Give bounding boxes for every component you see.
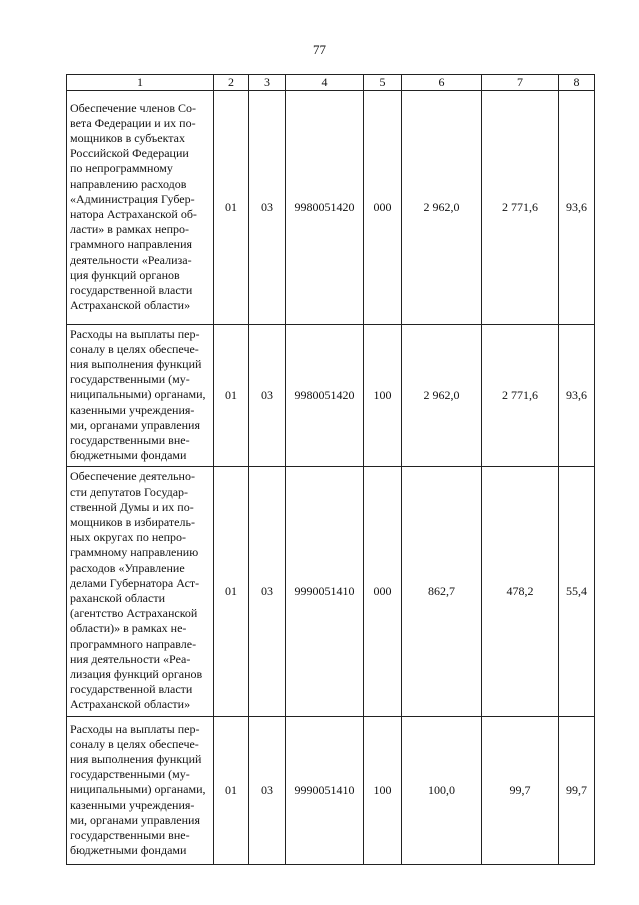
planned-amount: 100,0 xyxy=(402,717,482,865)
description-line: области)» в рамках не- xyxy=(70,621,187,636)
description-line: Обеспечение деятельно- xyxy=(70,469,195,484)
target-article-code: 9980051420 xyxy=(286,91,364,325)
description-line: программного направле- xyxy=(70,636,197,651)
description-line: Астраханской области» xyxy=(70,697,191,712)
description-line: государственными (му- xyxy=(70,372,190,387)
description-line: соналу в целях обеспече- xyxy=(70,736,199,751)
description-line: ция функций органов xyxy=(70,267,180,282)
table-body xyxy=(67,91,595,865)
description-line: ниципальными) органами, xyxy=(70,387,206,402)
row-description xyxy=(67,717,214,865)
header-row xyxy=(67,75,595,91)
description-line: ственной Думы и их по- xyxy=(70,499,194,514)
description-line: Российской Федерации xyxy=(70,146,189,161)
description-line: ласти» в рамках непро- xyxy=(70,222,190,237)
table-row xyxy=(67,467,595,717)
description-line: мощников в избиратель- xyxy=(70,514,195,529)
row-description xyxy=(67,325,214,467)
description-line: казенными учреждения- xyxy=(70,797,195,812)
description-line: деятельности «Реализа- xyxy=(70,252,192,267)
description-line: граммного направления xyxy=(70,237,193,252)
column-header-6: 6 xyxy=(402,75,482,91)
description-line: государственными вне- xyxy=(70,828,190,842)
expense-type-code: 000 xyxy=(364,467,402,717)
target-article-code: 9990051410 xyxy=(286,717,364,865)
description-line: ния деятельности «Реа- xyxy=(70,651,191,666)
subsection-code: 03 xyxy=(249,467,286,717)
subsection-code: 03 xyxy=(249,325,286,467)
execution-percent: 93,6 xyxy=(559,325,595,467)
page-number: 77 xyxy=(313,42,326,57)
description-line: лизация функций органов xyxy=(70,667,203,682)
description-line: соналу в целях обеспече- xyxy=(70,341,199,356)
description-line: направлению расходов xyxy=(70,176,187,191)
planned-amount: 862,7 xyxy=(402,467,482,717)
executed-amount: 478,2 xyxy=(482,467,559,717)
budget-table xyxy=(66,74,595,865)
section-code: 01 xyxy=(214,325,249,467)
expense-type-code: 000 xyxy=(364,91,402,325)
description-line: ми, органами управления xyxy=(70,812,200,827)
execution-percent: 93,6 xyxy=(559,91,595,325)
description-line: Обеспечение членов Со- xyxy=(70,100,196,115)
table-row xyxy=(67,717,595,865)
description-line: ми, органами управления xyxy=(70,417,200,432)
subsection-code: 03 xyxy=(249,717,286,865)
description-line: Расходы на выплаты пер- xyxy=(70,326,200,341)
description-line: государственными (му- xyxy=(70,767,190,782)
description-line: натора Астраханской об- xyxy=(70,207,197,221)
expense-type-code: 100 xyxy=(364,717,402,865)
executed-amount: 2 771,6 xyxy=(482,91,559,325)
description-line: бюджетными фондами xyxy=(70,843,187,858)
executed-amount: 99,7 xyxy=(482,717,559,865)
description-line: делами Губернатора Аст- xyxy=(70,575,200,590)
description-line: ных округах по непро- xyxy=(70,530,186,545)
description-line: граммному направлению xyxy=(70,545,199,560)
row-description xyxy=(67,91,214,325)
description-line: государственной власти xyxy=(70,283,193,298)
description-line: ниципальными) органами, xyxy=(70,782,206,797)
column-header-1: 1 xyxy=(67,75,214,91)
description-line: сти депутатов Государ- xyxy=(70,484,189,499)
description-line: мощников в субъектах xyxy=(70,130,185,145)
description-line: вета Федерации и их по- xyxy=(70,115,196,130)
column-header-4: 4 xyxy=(286,75,364,91)
description-line: по непрограммному xyxy=(70,161,173,176)
description-line: бюджетными фондами xyxy=(70,448,187,463)
execution-percent: 99,7 xyxy=(559,717,595,865)
description-line: раханской области xyxy=(70,591,165,605)
column-header-3: 3 xyxy=(249,75,286,91)
table-row xyxy=(67,325,595,467)
table-row xyxy=(67,91,595,325)
description-line: «Администрация Губер- xyxy=(70,191,195,206)
execution-percent: 55,4 xyxy=(559,467,595,717)
row-description xyxy=(67,467,214,717)
executed-amount: 2 771,6 xyxy=(482,325,559,467)
description-line: государственными вне- xyxy=(70,433,190,447)
description-line: ния выполнения функций xyxy=(70,356,202,371)
column-header-5: 5 xyxy=(364,75,402,91)
description-line: государственной власти xyxy=(70,682,193,697)
target-article-code: 9990051410 xyxy=(286,467,364,717)
description-line: Расходы на выплаты пер- xyxy=(70,721,200,736)
section-code: 01 xyxy=(214,91,249,325)
description-line: (агентство Астраханской xyxy=(70,606,198,621)
planned-amount: 2 962,0 xyxy=(402,91,482,325)
expense-type-code: 100 xyxy=(364,325,402,467)
section-code: 01 xyxy=(214,467,249,717)
description-line: расходов «Управление xyxy=(70,560,185,575)
planned-amount: 2 962,0 xyxy=(402,325,482,467)
target-article-code: 9980051420 xyxy=(286,325,364,467)
section-code: 01 xyxy=(214,717,249,865)
subsection-code: 03 xyxy=(249,91,286,325)
description-line: ния выполнения функций xyxy=(70,751,202,766)
column-header-8: 8 xyxy=(559,75,595,91)
description-line: Астраханской области» xyxy=(70,298,191,313)
column-header-7: 7 xyxy=(482,75,559,91)
column-header-2: 2 xyxy=(214,75,249,91)
description-line: казенными учреждения- xyxy=(70,402,195,417)
